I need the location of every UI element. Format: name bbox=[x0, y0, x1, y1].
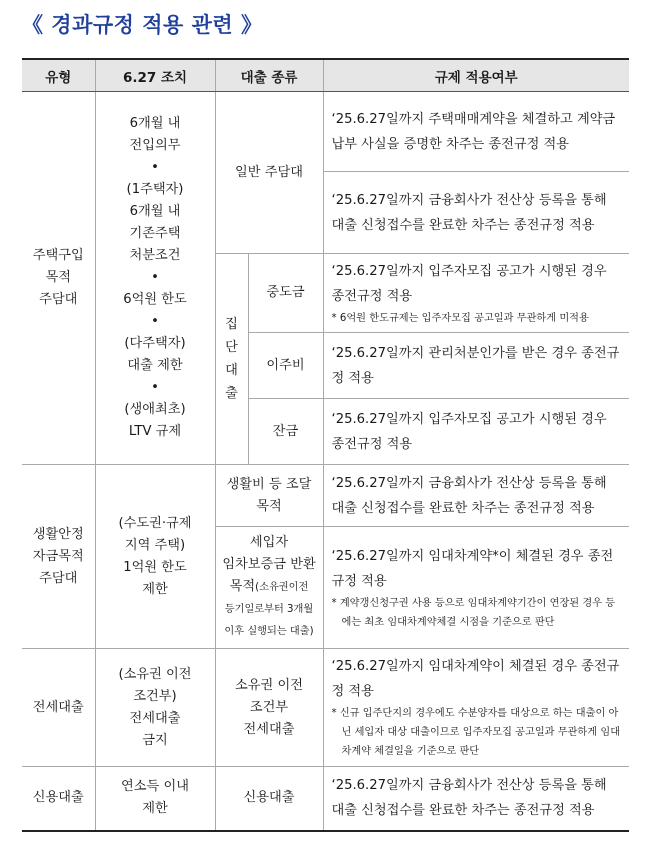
loan-credit: 신용대출 bbox=[215, 767, 323, 831]
measure-housing: 6개월 내 전입의무 • (1주택자) 6개월 내 기존주택 처분조건 • 6억원 한도 • (다주택자) 대출 제한 • (생애최초) LTV 규제 bbox=[95, 92, 215, 465]
loan-relocation: 이주비 bbox=[248, 333, 323, 399]
interim-note: * 6억원 한도규제는 입주자모집 공고일과 무관하게 미적용 bbox=[331, 312, 589, 324]
measure-living: (수도권·규제 지역 주택) 1억원 한도 제한 bbox=[95, 465, 215, 649]
type-jeonse: 전세대출 bbox=[22, 649, 95, 767]
type-living: 생활안정 자금목적 주담대 bbox=[22, 465, 95, 649]
table-row bbox=[22, 767, 629, 831]
table-row bbox=[22, 465, 629, 527]
loan-tenant-deposit: 세입자 임차보증금 반환 목적(소유권이전 등기일로부터 3개월 이후 실행되는 대출) bbox=[215, 527, 323, 649]
loan-interim: 중도금 bbox=[248, 254, 323, 333]
transition-rules-table bbox=[22, 58, 629, 832]
general-mortgage-rule-1: ‘25.6.27일까지 주택매매계약을 체결하고 계약금 납부 사실을 증명한 차주는 종전규정 적용 bbox=[323, 92, 629, 172]
header-loan-kind: 대출 종류 bbox=[215, 59, 323, 92]
type-credit: 신용대출 bbox=[22, 767, 95, 831]
relocation-rule: ‘25.6.27일까지 관리처분인가를 받은 경우 종전규정 적용 bbox=[323, 333, 629, 399]
header-row bbox=[22, 59, 629, 92]
page-title: 《 경과규정 적용 관련 》 bbox=[22, 13, 263, 37]
header-type: 유형 bbox=[22, 59, 95, 92]
header-measure: 6.27 조치 bbox=[95, 59, 215, 92]
measure-credit: 연소득 이내 제한 bbox=[95, 767, 215, 831]
type-housing: 주택구입 목적 주담대 bbox=[22, 92, 95, 465]
jeonse-rule: ‘25.6.27일까지 임대차계약이 체결된 경우 종전규정 적용 * 신규 입주단지의 경우에도 수분양자를 대상으로 하는 대출이 아닌 세입자 대상 대출이므로 입주자모집 공고일과 무관하게 임대차계약 체결일을 기준으로 판단 bbox=[323, 649, 629, 767]
header-applicability: 규제 적용여부 bbox=[323, 59, 629, 92]
group-loan-label: 집 단 대 출 bbox=[215, 254, 248, 465]
credit-rule: ‘25.6.27일까지 금융회사가 전산상 등록을 통해 대출 신청접수를 완료한 차주는 종전규정 적용 bbox=[323, 767, 629, 831]
loan-balance: 잔금 bbox=[248, 399, 323, 465]
balance-rule: ‘25.6.27일까지 입주자모집 공고가 시행된 경우 종전규정 적용 bbox=[323, 399, 629, 465]
loan-jeonse: 소유권 이전 조건부 전세대출 bbox=[215, 649, 323, 767]
interim-rule: ‘25.6.27일까지 입주자모집 공고가 시행된 경우 종전규정 적용 * 6억원 한도규제는 입주자모집 공고일과 무관하게 미적용 bbox=[323, 254, 629, 333]
table-row bbox=[22, 92, 629, 172]
tenant-deposit-rule: ‘25.6.27일까지 임대차계약*이 체결된 경우 종전규정 적용 * 계약갱신청구권 사용 등으로 임대차계약기간이 연장된 경우 등에는 최초 임대차계약체결 시점을 기준으로 판단 bbox=[323, 527, 629, 649]
measure-jeonse: (소유권 이전 조건부) 전세대출 금지 bbox=[95, 649, 215, 767]
tenant-deposit-note: * 계약갱신청구권 사용 등으로 임대차계약기간이 연장된 경우 등에는 최초 임대차계약체결 시점을 기준으로 판단 bbox=[331, 597, 616, 628]
table-row bbox=[22, 649, 629, 767]
loan-general-mortgage: 일반 주담대 bbox=[215, 92, 323, 254]
loan-living-expense: 생활비 등 조달 목적 bbox=[215, 465, 323, 527]
living-expense-rule: ‘25.6.27일까지 금융회사가 전산상 등록을 통해 대출 신청접수를 완료한 차주는 종전규정 적용 bbox=[323, 465, 629, 527]
general-mortgage-rule-2: ‘25.6.27일까지 금융회사가 전산상 등록을 통해 대출 신청접수를 완료한 차주는 종전규정 적용 bbox=[323, 172, 629, 254]
jeonse-note: * 신규 입주단지의 경우에도 수분양자를 대상으로 하는 대출이 아닌 세입자 대상 대출이므로 입주자모집 공고일과 무관하게 임대차계약 체결일을 기준으로 판단 bbox=[331, 708, 621, 757]
